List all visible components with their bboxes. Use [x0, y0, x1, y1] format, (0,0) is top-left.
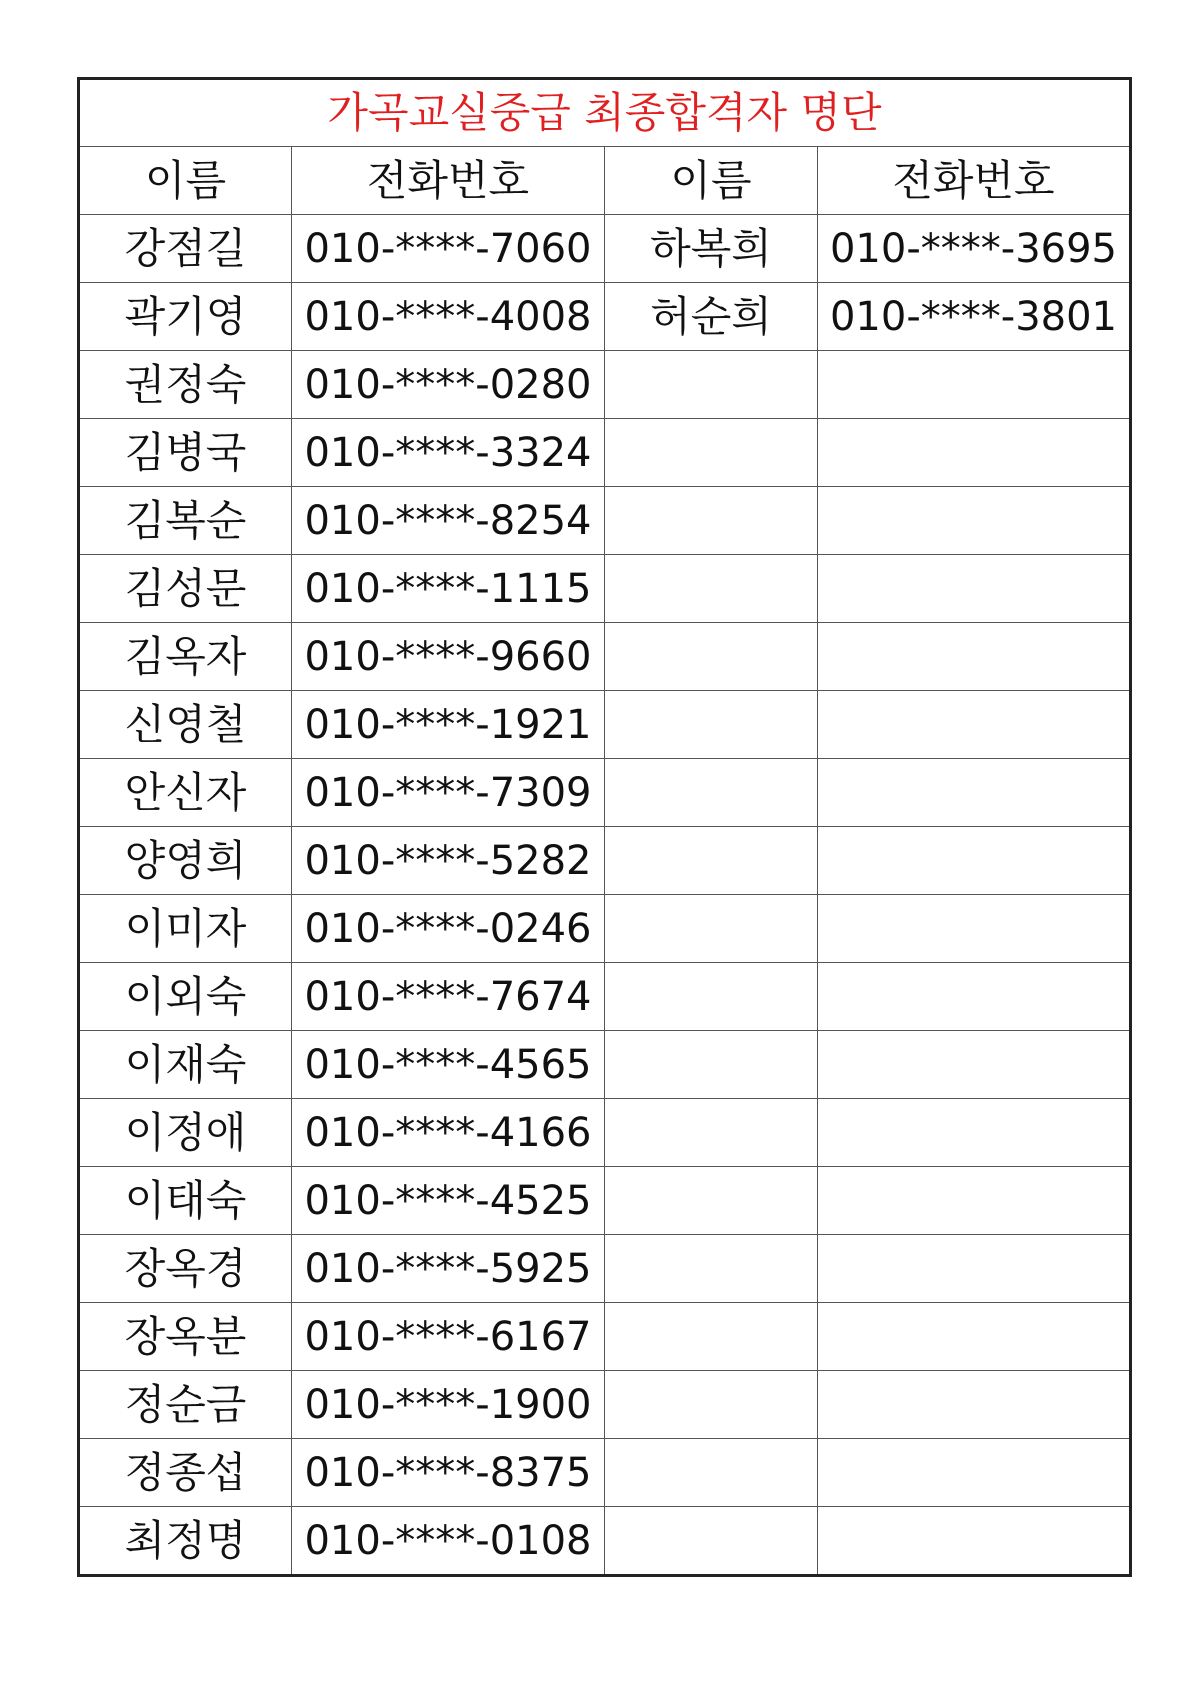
cell-phone-right — [818, 691, 1131, 759]
cell-phone-left: 010-****-4525 — [292, 1167, 605, 1235]
cell-name-right — [605, 1303, 818, 1371]
cell-phone-right — [818, 419, 1131, 487]
cell-phone-right — [818, 623, 1131, 691]
cell-name-right — [605, 691, 818, 759]
cell-phone-left: 010-****-1115 — [292, 555, 605, 623]
cell-name-left: 이태숙 — [79, 1167, 292, 1235]
cell-name-left: 김성문 — [79, 555, 292, 623]
cell-name-left: 최정명 — [79, 1507, 292, 1576]
cell-phone-left: 010-****-0280 — [292, 351, 605, 419]
title-row — [79, 79, 1131, 147]
cell-name-right — [605, 555, 818, 623]
cell-phone-right — [818, 1031, 1131, 1099]
roster-table — [77, 77, 1132, 1577]
cell-name-left: 장옥경 — [79, 1235, 292, 1303]
cell-name-right — [605, 895, 818, 963]
cell-phone-right — [818, 487, 1131, 555]
cell-phone-left: 010-****-1900 — [292, 1371, 605, 1439]
table-row — [79, 1507, 1131, 1576]
cell-name-left: 이미자 — [79, 895, 292, 963]
cell-name-left: 신영철 — [79, 691, 292, 759]
cell-phone-right — [818, 963, 1131, 1031]
cell-name-right — [605, 827, 818, 895]
cell-phone-left: 010-****-0246 — [292, 895, 605, 963]
cell-phone-left: 010-****-8375 — [292, 1439, 605, 1507]
cell-phone-right — [818, 1507, 1131, 1576]
cell-phone-left: 010-****-7309 — [292, 759, 605, 827]
table-row — [79, 895, 1131, 963]
cell-phone-right: 010-****-3801 — [818, 283, 1131, 351]
cell-name-right — [605, 623, 818, 691]
cell-name-right: 하복희 — [605, 215, 818, 283]
header-name-right: 이름 — [605, 147, 818, 215]
cell-phone-right — [818, 759, 1131, 827]
cell-name-left: 정순금 — [79, 1371, 292, 1439]
cell-name-left: 김옥자 — [79, 623, 292, 691]
table-row — [79, 1371, 1131, 1439]
table-row — [79, 1303, 1131, 1371]
cell-name-right — [605, 487, 818, 555]
table-row — [79, 1031, 1131, 1099]
cell-name-right: 허순희 — [605, 283, 818, 351]
cell-phone-left: 010-****-3324 — [292, 419, 605, 487]
cell-name-left: 김병국 — [79, 419, 292, 487]
cell-phone-left: 010-****-7060 — [292, 215, 605, 283]
header-phone-left: 전화번호 — [292, 147, 605, 215]
cell-phone-right — [818, 1303, 1131, 1371]
cell-phone-right — [818, 1371, 1131, 1439]
cell-name-left: 정종섭 — [79, 1439, 292, 1507]
cell-name-right — [605, 1507, 818, 1576]
cell-phone-right: 010-****-3695 — [818, 215, 1131, 283]
cell-phone-right — [818, 1099, 1131, 1167]
cell-name-left: 권정숙 — [79, 351, 292, 419]
cell-name-right — [605, 1167, 818, 1235]
table-row — [79, 555, 1131, 623]
table-row — [79, 1235, 1131, 1303]
cell-name-right — [605, 351, 818, 419]
document-title: 가곡교실중급 최종합격자 명단 — [79, 79, 1131, 147]
cell-phone-left: 010-****-4166 — [292, 1099, 605, 1167]
table-row — [79, 215, 1131, 283]
cell-phone-left: 010-****-9660 — [292, 623, 605, 691]
table-row — [79, 1167, 1131, 1235]
cell-phone-left: 010-****-4565 — [292, 1031, 605, 1099]
cell-phone-left: 010-****-5282 — [292, 827, 605, 895]
cell-phone-right — [818, 1439, 1131, 1507]
cell-name-right — [605, 963, 818, 1031]
cell-name-left: 곽기영 — [79, 283, 292, 351]
table-row — [79, 963, 1131, 1031]
cell-phone-left: 010-****-1921 — [292, 691, 605, 759]
cell-name-left: 이정애 — [79, 1099, 292, 1167]
cell-name-right — [605, 1099, 818, 1167]
table-row — [79, 419, 1131, 487]
cell-name-left: 이외숙 — [79, 963, 292, 1031]
cell-name-right — [605, 1031, 818, 1099]
cell-name-right — [605, 1235, 818, 1303]
header-name-left: 이름 — [79, 147, 292, 215]
cell-phone-left: 010-****-7674 — [292, 963, 605, 1031]
cell-phone-right — [818, 555, 1131, 623]
cell-phone-left: 010-****-4008 — [292, 283, 605, 351]
header-phone-right: 전화번호 — [818, 147, 1131, 215]
cell-name-left: 강점길 — [79, 215, 292, 283]
table-row — [79, 1439, 1131, 1507]
table-row — [79, 827, 1131, 895]
cell-phone-left: 010-****-8254 — [292, 487, 605, 555]
cell-name-left: 안신자 — [79, 759, 292, 827]
cell-phone-left: 010-****-5925 — [292, 1235, 605, 1303]
cell-name-right — [605, 1371, 818, 1439]
table-row — [79, 283, 1131, 351]
table-row — [79, 759, 1131, 827]
cell-phone-left: 010-****-0108 — [292, 1507, 605, 1576]
cell-name-left: 양영희 — [79, 827, 292, 895]
cell-phone-right — [818, 827, 1131, 895]
cell-name-right — [605, 419, 818, 487]
table-row — [79, 487, 1131, 555]
cell-name-right — [605, 759, 818, 827]
cell-phone-right — [818, 1167, 1131, 1235]
table-row — [79, 691, 1131, 759]
cell-name-left: 장옥분 — [79, 1303, 292, 1371]
cell-name-left: 이재숙 — [79, 1031, 292, 1099]
table-row — [79, 1099, 1131, 1167]
header-row — [79, 147, 1131, 215]
cell-phone-right — [818, 1235, 1131, 1303]
cell-phone-right — [818, 351, 1131, 419]
cell-name-left: 김복순 — [79, 487, 292, 555]
table-row — [79, 623, 1131, 691]
table-row — [79, 351, 1131, 419]
cell-phone-right — [818, 895, 1131, 963]
cell-name-right — [605, 1439, 818, 1507]
cell-phone-left: 010-****-6167 — [292, 1303, 605, 1371]
